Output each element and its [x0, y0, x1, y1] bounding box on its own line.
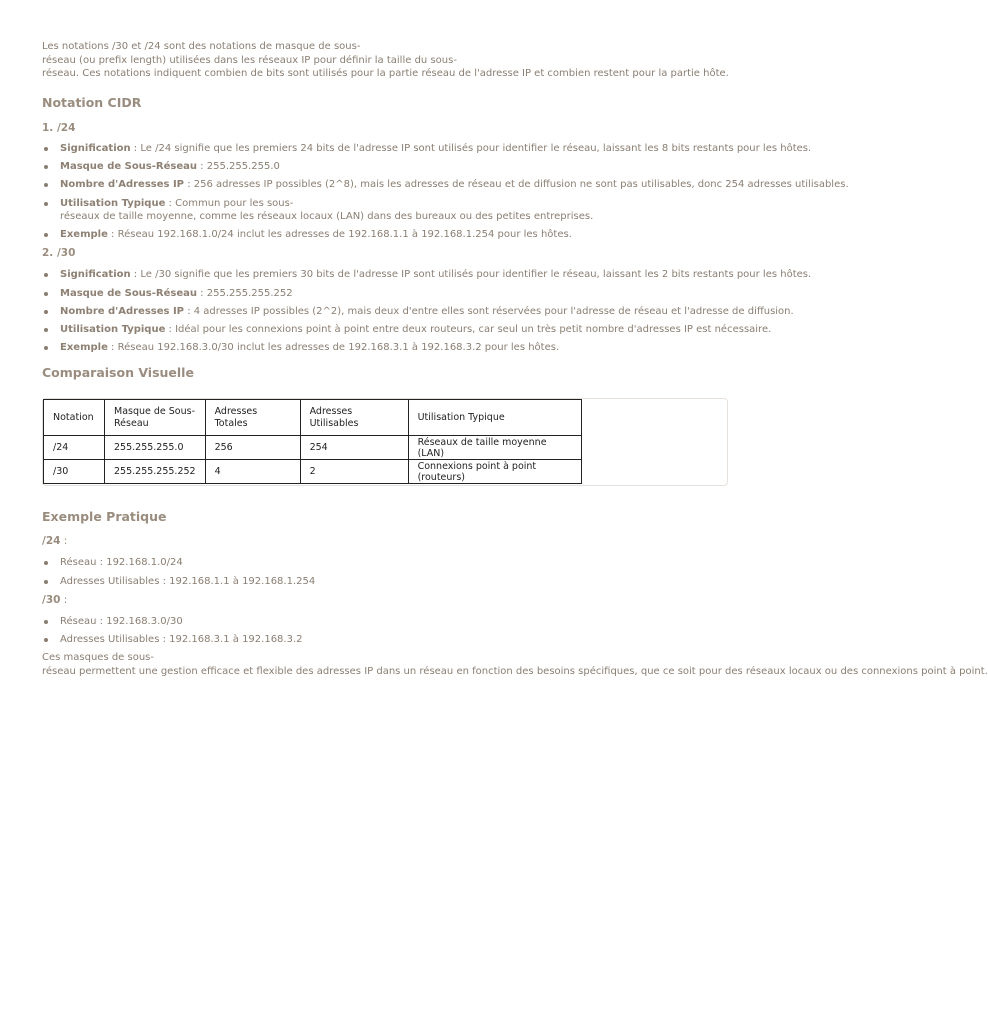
list-item [42, 268, 812, 282]
column-header: Adresses Utilisables [300, 400, 408, 436]
table-cell: Connexions point à point (routeurs) [408, 460, 581, 484]
list-item: Adresses Utilisables : 192.168.3.1 à 192.168.3.2 [42, 633, 734, 647]
comparison-table [43, 399, 582, 484]
heading-notation-cidr: Notation CIDR [42, 95, 142, 110]
item-key: Nombre d'Adresses IP [60, 179, 185, 191]
item-text: Réseau 192.168.3.0/30 inclut les adresses de 192.168.3.1 à 192.168.3.2 pour les hôtes. [117, 342, 560, 354]
table-cell: 256 [205, 436, 300, 460]
list-item: Réseau : 192.168.3.0/30 [42, 615, 734, 629]
table-cell: 254 [300, 436, 408, 460]
item-separator: : [197, 287, 207, 299]
item-text: 256 adresses IP possibles (2^8), mais les adresses de réseau et de diffusion ne sont pas utilisables, donc 254 adresses utilisables. [193, 179, 849, 191]
example-label-suffix: : [60, 535, 68, 548]
example-label-suffix: : [60, 593, 68, 606]
conclusion-paragraph [42, 651, 988, 678]
item-key: Masque de Sous-Réseau [60, 287, 197, 299]
intro-paragraph [42, 40, 734, 81]
item-key: Exemple [60, 229, 108, 241]
document-body [42, 40, 988, 678]
list-item [42, 197, 734, 224]
item-separator: : [130, 269, 141, 281]
item-key: Signification [60, 269, 131, 281]
item-key: Nombre d'Adresses IP [60, 305, 185, 317]
table-cell: 4 [205, 460, 300, 484]
list-item [42, 228, 734, 242]
subheading-24: 1. /24 [42, 122, 76, 134]
subheading-example-30 [42, 593, 734, 607]
item-text: 255.255.255.0 [206, 161, 280, 173]
list-item [42, 287, 734, 301]
item-key: Masque de Sous-Réseau [60, 161, 197, 173]
item-text: Le /24 signifie que les premiers 24 bits de l'adresse IP sont utilisés pour identifier le réseau, laissant les 8 bits restants pour les hôtes. [140, 143, 812, 154]
item-separator: : [165, 197, 176, 209]
conclusion-line: réseau permettent une gestion efficace et flexible des adresses IP dans un réseau en fonction des besoins spécifiques, que ce soit pour des réseaux locaux ou des connexions point à point. [42, 665, 988, 677]
item-separator: : [107, 342, 118, 354]
item-key: Exemple [60, 342, 108, 354]
subheading-example-24 [42, 534, 734, 548]
item-key: Signification [60, 143, 131, 154]
conclusion-line: Ces masques de sous- [42, 652, 154, 664]
list-example-30 [42, 615, 734, 647]
item-key: Utilisation Typique [60, 197, 166, 209]
item-text: réseaux de taille moyenne, comme les réseaux locaux (LAN) dans des bureaux ou des petites entreprises. [60, 211, 594, 223]
example-label: /30 [42, 593, 61, 606]
list-30 [42, 268, 812, 354]
item-separator: : [197, 161, 207, 173]
heading-comparaison-visuelle: Comparaison Visuelle [42, 365, 194, 381]
item-separator: : [130, 143, 141, 154]
column-header: Masque de Sous-Réseau [105, 400, 206, 436]
item-text: Idéal pour les connexions point à point entre deux routeurs, car seul un très petit nombre d'adresses IP est nécessaire. [175, 324, 772, 335]
subheading-30: 2. /30 [42, 247, 76, 260]
list-item [42, 341, 734, 355]
list-example-24 [42, 556, 734, 588]
list-item [42, 142, 812, 156]
item-separator: : [107, 229, 118, 241]
item-text: 4 adresses IP possibles (2^2), mais deux d'entre elles sont réservées pour l'adresse de réseau et l'adresse de diffusion. [193, 305, 794, 317]
column-header: Utilisation Typique [408, 400, 581, 436]
column-header: Notation [44, 400, 105, 436]
list-item: Réseau : 192.168.1.0/24 [42, 556, 734, 570]
item-separator: : [184, 305, 194, 317]
intro-line: Les notations /30 et /24 sont des notations de masque de sous- [42, 41, 361, 52]
table-header-row [44, 400, 582, 436]
table-cell: Réseaux de taille moyenne (LAN) [408, 436, 581, 460]
heading-exemple-pratique: Exemple Pratique [42, 509, 167, 525]
list-item: Adresses Utilisables : 192.168.1.1 à 192.168.1.254 [42, 575, 734, 589]
list-item [42, 178, 849, 192]
item-text: Commun pour les sous- [175, 197, 294, 209]
example-label: /24 [42, 535, 61, 548]
list-item [42, 323, 772, 337]
item-separator: : [184, 179, 194, 191]
table-row [44, 436, 582, 460]
item-text: Le /30 signifie que les premiers 30 bits de l'adresse IP sont utilisés pour identifier le réseau, laissant les 2 bits restants pour les hôtes. [140, 269, 812, 281]
table-cell: 2 [300, 460, 408, 484]
list-item [42, 305, 794, 319]
list-24 [42, 142, 849, 242]
table-cell: 255.255.255.252 [105, 460, 206, 484]
list-item [42, 160, 734, 174]
intro-line: réseau. Ces notations indiquent combien de bits sont utilisés pour la partie réseau de l'adresse IP et combien restent pour la partie hôte. [42, 68, 729, 79]
table-cell: /24 [44, 436, 105, 460]
table-cell: 255.255.255.0 [105, 436, 206, 460]
table-cell: /30 [44, 460, 105, 484]
intro-line: réseau (ou prefix length) utilisées dans les réseaux IP pour définir la taille du sous- [42, 54, 457, 66]
item-key: Utilisation Typique [60, 324, 166, 335]
item-text: Réseau 192.168.1.0/24 inclut les adresses de 192.168.1.1 à 192.168.1.254 pour les hôtes. [117, 229, 572, 241]
comparison-table-container [42, 398, 728, 486]
column-header: Adresses Totales [205, 400, 300, 436]
item-text: 255.255.255.252 [206, 287, 293, 299]
item-separator: : [165, 324, 176, 335]
table-row [44, 460, 582, 484]
